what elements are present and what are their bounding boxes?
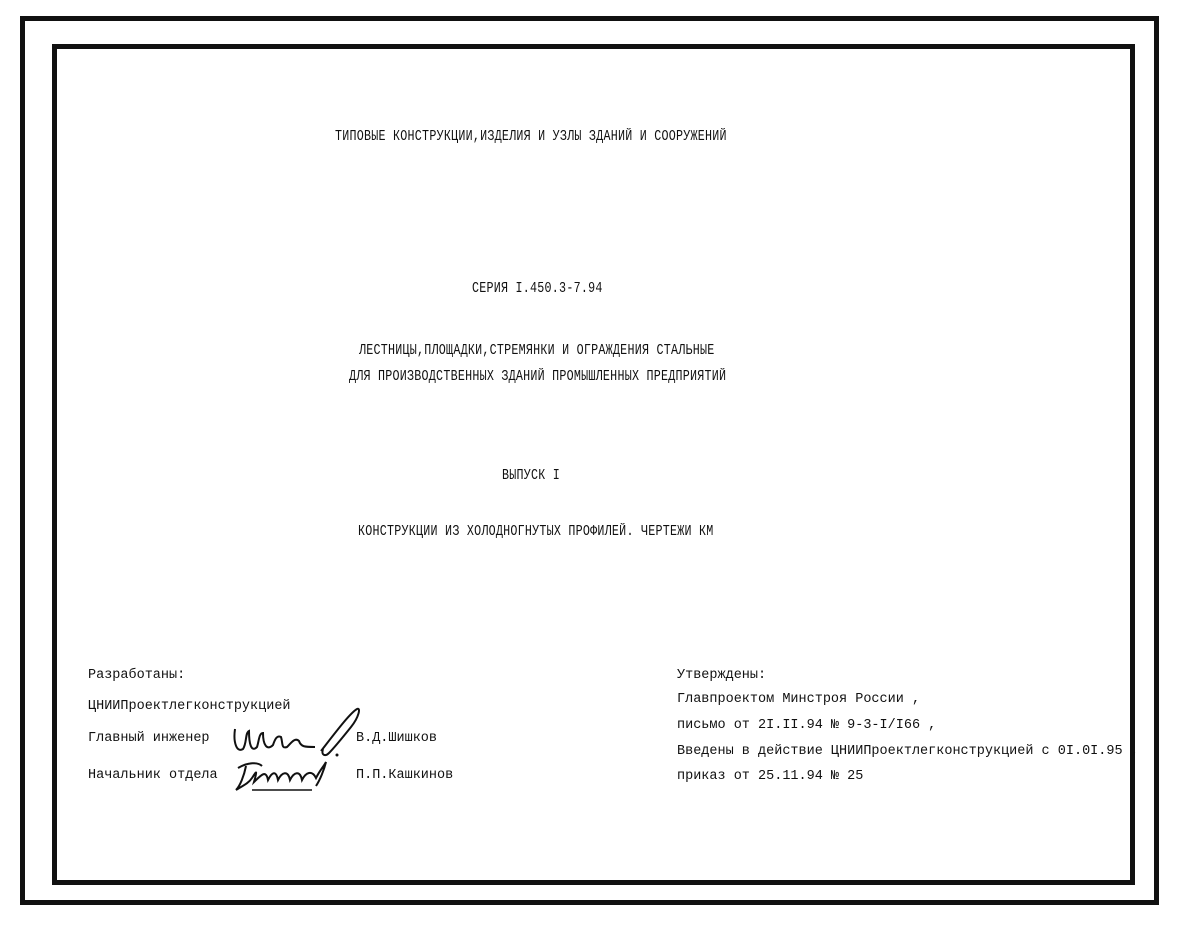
category-heading: ТИПОВЫЕ КОНСТРУКЦИИ,ИЗДЕЛИЯ И УЗЛЫ ЗДАНИЙ И СООРУЖЕНИЙ xyxy=(335,128,727,145)
chief-engineer-name: В.Д.Шишков xyxy=(356,731,438,746)
department-head-name: П.П.Кашкинов xyxy=(356,768,454,783)
approved-line-3: Введены в действие ЦНИИПроектлегконструкцией с 0I.0I.95 , xyxy=(677,744,1139,759)
issue-label: ВЫПУСК I xyxy=(502,467,561,484)
approved-heading: Утверждены: xyxy=(677,668,767,683)
issue-subtitle: КОНСТРУКЦИИ ИЗ ХОЛОДНОГНУТЫХ ПРОФИЛЕЙ. ЧЕРТЕЖИ КМ xyxy=(358,523,714,540)
approved-line-4: приказ от 25.11.94 № 25 xyxy=(677,769,864,784)
developed-heading: Разработаны: xyxy=(88,668,186,683)
department-head-signature xyxy=(232,756,332,796)
developer-organization: ЦНИИПроектлегконструкцией xyxy=(88,699,291,714)
series-code: СЕРИЯ I.450.3-7.94 xyxy=(472,280,603,297)
approved-line-2: письмо от 2I.II.94 № 9-3-I/I66 , xyxy=(677,718,937,733)
approved-line-1: Главпроектом Минстроя России , xyxy=(677,692,921,707)
chief-engineer-signature xyxy=(225,703,365,763)
series-title-line1: ЛЕСТНИЦЫ,ПЛОЩАДКИ,СТРЕМЯНКИ И ОГРАЖДЕНИЯ СТАЛЬНЫЕ xyxy=(359,342,715,359)
chief-engineer-role: Главный инженер xyxy=(88,731,210,746)
series-title-line2: ДЛЯ ПРОИЗВОДСТВЕННЫХ ЗДАНИЙ ПРОМЫШЛЕННЫХ ПРЕДПРИЯТИЙ xyxy=(349,368,727,385)
department-head-role: Начальник отдела xyxy=(88,768,218,783)
